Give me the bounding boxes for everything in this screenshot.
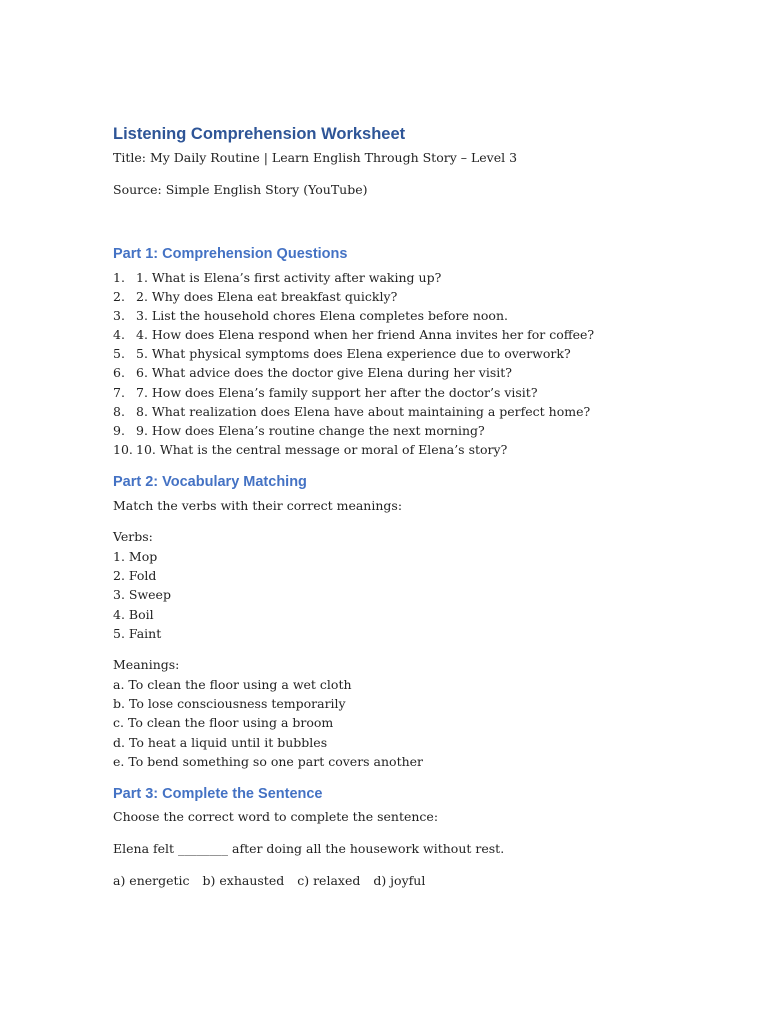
fill-in-sentence: Elena felt ________ after doing all the housework without rest.: [113, 841, 505, 856]
source-line: Source: Simple English Story (YouTube): [113, 182, 368, 197]
verb-list: [113, 547, 171, 643]
question-text: 6. What advice does the doctor give Elena during her visit?: [136, 365, 512, 381]
question-item: [113, 325, 594, 344]
question-number: 5.: [113, 346, 125, 362]
meaning-item: a. To clean the floor using a wet cloth: [113, 677, 352, 692]
question-item: [113, 268, 594, 287]
part3-instruction: Choose the correct word to complete the sentence:: [113, 809, 439, 824]
verb-item: 2. Fold: [113, 568, 157, 584]
verb-item: 3. Sweep: [113, 587, 171, 603]
meaning-item: e. To bend something so one part covers another: [113, 753, 424, 769]
question-text: 10. What is the central message or moral of Elena’s story?: [136, 441, 508, 457]
question-number: 3.: [113, 308, 125, 324]
part3-heading: Part 3: Complete the Sentence: [113, 786, 323, 802]
question-number: 9.: [113, 422, 125, 438]
answer-option: a) energetic: [113, 873, 190, 888]
question-number: 2.: [113, 289, 125, 305]
question-number: 8.: [113, 403, 125, 419]
answer-option: c) relaxed: [297, 873, 361, 888]
part2-heading: Part 2: Vocabulary Matching: [113, 474, 307, 490]
answer-options: [113, 873, 434, 889]
answer-option: b) exhausted: [202, 873, 285, 888]
question-item: [113, 421, 594, 440]
verb-item: 1. Mop: [113, 549, 158, 564]
question-text: 7. How does Elena’s family support her after the doctor’s visit?: [136, 384, 538, 400]
question-text: 9. How does Elena’s routine change the next morning?: [136, 422, 485, 438]
meaning-item: c. To clean the floor using a broom: [113, 715, 334, 731]
question-number: 7.: [113, 384, 125, 400]
comprehension-question-list: [113, 268, 594, 459]
question-item: [113, 344, 594, 363]
question-item: [113, 440, 594, 459]
question-text: 1. What is Elena’s first activity after waking up?: [136, 270, 442, 285]
part1-heading: Part 1: Comprehension Questions: [113, 246, 348, 262]
question-number: 10.: [113, 441, 133, 457]
question-item: [113, 287, 594, 306]
verb-item: 4. Boil: [113, 606, 154, 622]
meanings-label: Meanings:: [113, 657, 180, 672]
verb-item: 5. Faint: [113, 625, 162, 641]
question-text: 2. Why does Elena eat breakfast quickly?: [136, 289, 398, 305]
verbs-label: Verbs:: [113, 529, 153, 544]
meaning-item: b. To lose consciousness temporarily: [113, 696, 346, 712]
question-number: 6.: [113, 365, 125, 381]
question-text: 5. What physical symptoms does Elena experience due to overwork?: [136, 346, 571, 362]
question-text: 8. What realization does Elena have about maintaining a perfect home?: [136, 403, 591, 419]
worksheet-title: Listening Comprehension Worksheet: [113, 125, 406, 143]
question-item: [113, 402, 594, 421]
question-text: 3. List the household chores Elena completes before noon.: [136, 308, 508, 324]
answer-option: d) joyful: [373, 873, 426, 888]
story-title-line: Title: My Daily Routine | Learn English Through Story – Level 3: [113, 150, 518, 165]
meaning-list: [113, 675, 423, 771]
question-text: 4. How does Elena respond when her friend Anna invites her for coffee?: [136, 327, 595, 343]
question-item: [113, 363, 594, 382]
meaning-item: d. To heat a liquid until it bubbles: [113, 734, 328, 750]
question-number: 1.: [113, 270, 125, 285]
question-number: 4.: [113, 327, 125, 343]
part2-instruction: Match the verbs with their correct meanings:: [113, 498, 403, 513]
question-item: [113, 306, 594, 325]
question-item: [113, 383, 594, 402]
